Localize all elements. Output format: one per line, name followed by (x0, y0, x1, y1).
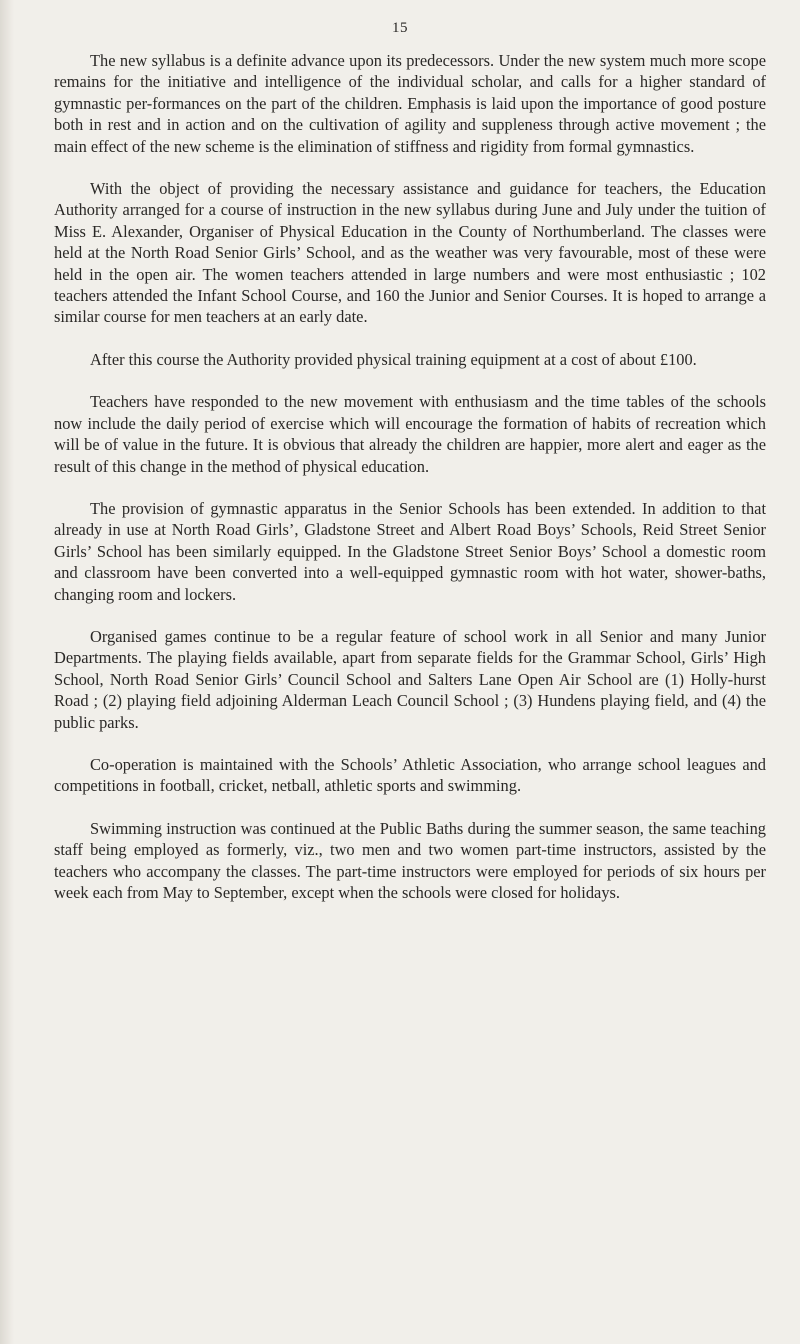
paragraph-equipment: After this course the Authority provided physical training equipment at a cost of about £100. (90, 349, 697, 369)
paragraph-teacher-response: Teachers have responded to the new movement with enthusiasm and the time tables of the schools now include the daily period of exercise which will encourage the formation of habits of recreation which will be of value in the future. It is obvious that already the children are happier, more alert and eager as the result of this change in the method of physical education. (54, 392, 766, 476)
page-number: 15 (392, 20, 408, 36)
paragraph-swimming: Swimming instruction was continued at the Public Baths during the summer season, the same teaching staff being employed as formerly, viz., two men and two women part-time instructors, assisted by the teachers who accompany the classes. The part-time instructors were employed for periods of six hours per week each from May to September, except when the schools were closed for holidays. (54, 818, 766, 902)
paragraph-organised-games: Organised games continue to be a regular feature of school work in all Senior and many Junior Departments. The playing fields available, apart from separate fields for the Grammar School, Girls’ High School, North Road Senior Girls’ Council School and Salters Lane Open Air School are (1) Holly-hurst Road ; (2) playing field adjoining Alderman Leach Council School ; (3) Hundens playing field, and (4) the public parks. (54, 626, 766, 732)
paragraph-teacher-course: With the object of providing the necessary assistance and guidance for teachers, the Education Authority arranged for a course of instruction in the new syllabus during June and July under the tuition of Miss E. Alexander, Organiser of Physical Education in the County of Northumberland. The classes were held at the North Road Senior Girls’ School, and as the weather was very favourable, most of these were held in the open air. The women teachers attended in large numbers and were most enthusiastic ; 102 teachers attended the Infant School Course, and 160 the Junior and Senior Courses. It is hoped to arrange a similar course for men teachers at an early date. (54, 179, 766, 327)
paragraph-syllabus: The new syllabus is a definite advance upon its predecessors. Under the new system much more scope remains for the initiative and intelligence of the individual scholar, and calls for a higher standard of gymnastic per-formances on the part of the children. Emphasis is laid upon the importance of good posture both in rest and in action and on the cultivation of agility and suppleness through active movement ; the main effect of the new scheme is the elimination of stiffness and rigidity from formal gymnastics. (54, 51, 766, 156)
page-edge-shadow (0, 0, 14, 1344)
document-body (54, 50, 766, 924)
paragraph-gymnastic-apparatus: The provision of gymnastic apparatus in the Senior Schools has been extended. In addition to that already in use at North Road Girls’, Gladstone Street and Albert Road Boys’ Schools, Reid Street Senior Girls’ School has been similarly equipped. In the Gladstone Street Senior Boys’ School a domestic room and classroom have been converted into a well-equipped gymnastic room with hot water, shower-baths, changing room and lockers. (54, 498, 766, 604)
paragraph-athletic-association: Co-operation is maintained with the Schools’ Athletic Association, who arrange school leagues and competitions in football, cricket, netball, athletic sports and swimming. (54, 754, 766, 796)
